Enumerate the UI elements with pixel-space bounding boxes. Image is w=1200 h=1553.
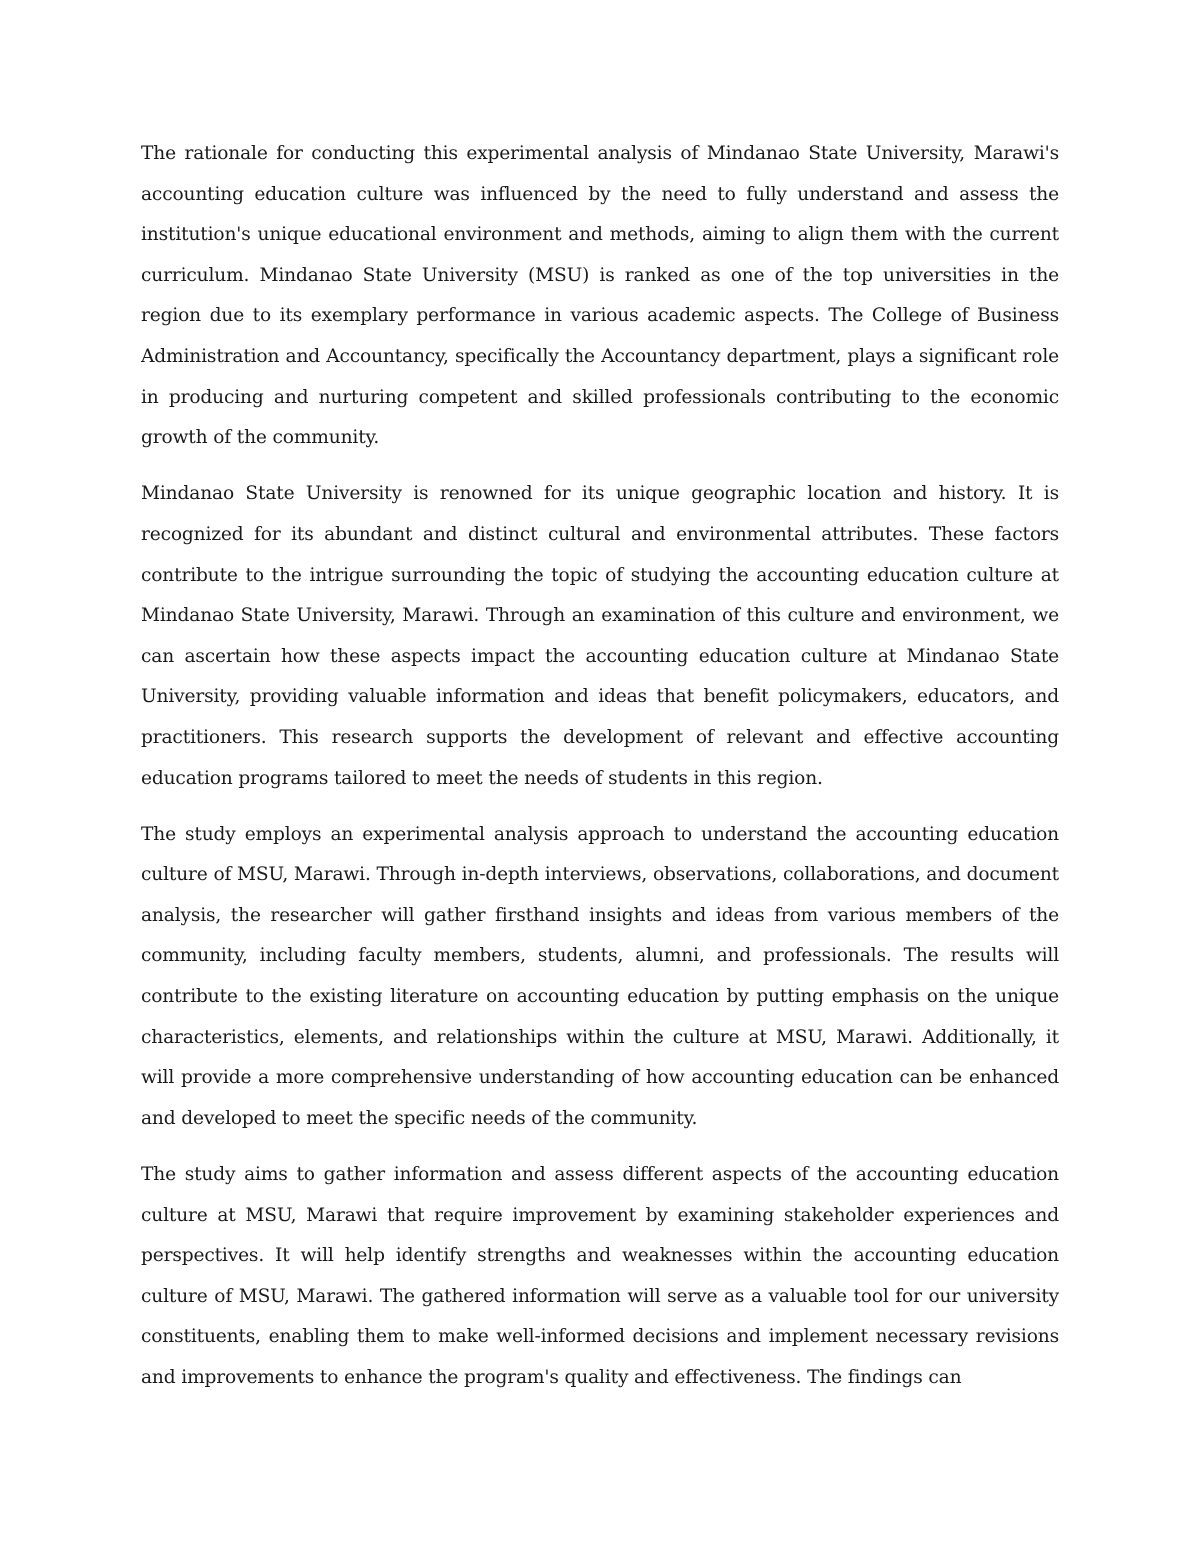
document-body: [141, 134, 1059, 1414]
paragraph-methodology: The study employs an experimental analysis approach to understand the accounting education culture of MSU, Marawi. Through in-depth interviews, observations, collaborations, and document analysis, the researcher will gather firsthand insights and ideas from various members of the community, including faculty members, students, alumni, and professionals. The results will contribute to the existing literature on accounting education by putting emphasis on the unique characteristics, elements, and relationships within the culture at MSU, Marawi. Additionally, it will provide a more comprehensive understanding of how accounting education can be enhanced and developed to meet the specific needs of the community.: [141, 823, 1059, 1129]
paragraph-aims: The study aims to gather information and assess different aspects of the accounting education culture at MSU, Marawi that require improvement by examining stakeholder experiences and perspectives. It will help identify strengths and weaknesses within the accounting education culture of MSU, Marawi. The gathered information will serve as a valuable tool for our university constituents, enabling them to make well-informed decisions and implement necessary revisions and improvements to enhance the program's quality and effectiveness. The findings can: [141, 1164, 1059, 1388]
paragraph-rationale: The rationale for conducting this experimental analysis of Mindanao State University, Marawi's accounting education culture was influenced by the need to fully understand and assess the institution's unique educational environment and methods, aiming to align them with the current curriculum. Mindanao State University (MSU) is ranked as one of the top universities in the region due to its exemplary performance in various academic aspects. The College of Business Administration and Accountancy, specifically the Accountancy department, plays a significant role in producing and nurturing competent and skilled professionals contributing to the economic growth of the community.: [141, 143, 1059, 449]
paragraph-msu-location: Mindanao State University is renowned for its unique geographic location and history. It is recognized for its abundant and distinct cultural and environmental attributes. These factors contribute to the intrigue surrounding the topic of studying the accounting education culture at Mindanao State University, Marawi. Through an examination of this culture and environment, we can ascertain how these aspects impact the accounting education culture at Mindanao State University, providing valuable information and ideas that benefit policymakers, educators, and practitioners. This research supports the development of relevant and effective accounting education programs tailored to meet the needs of students in this region.: [141, 483, 1059, 789]
